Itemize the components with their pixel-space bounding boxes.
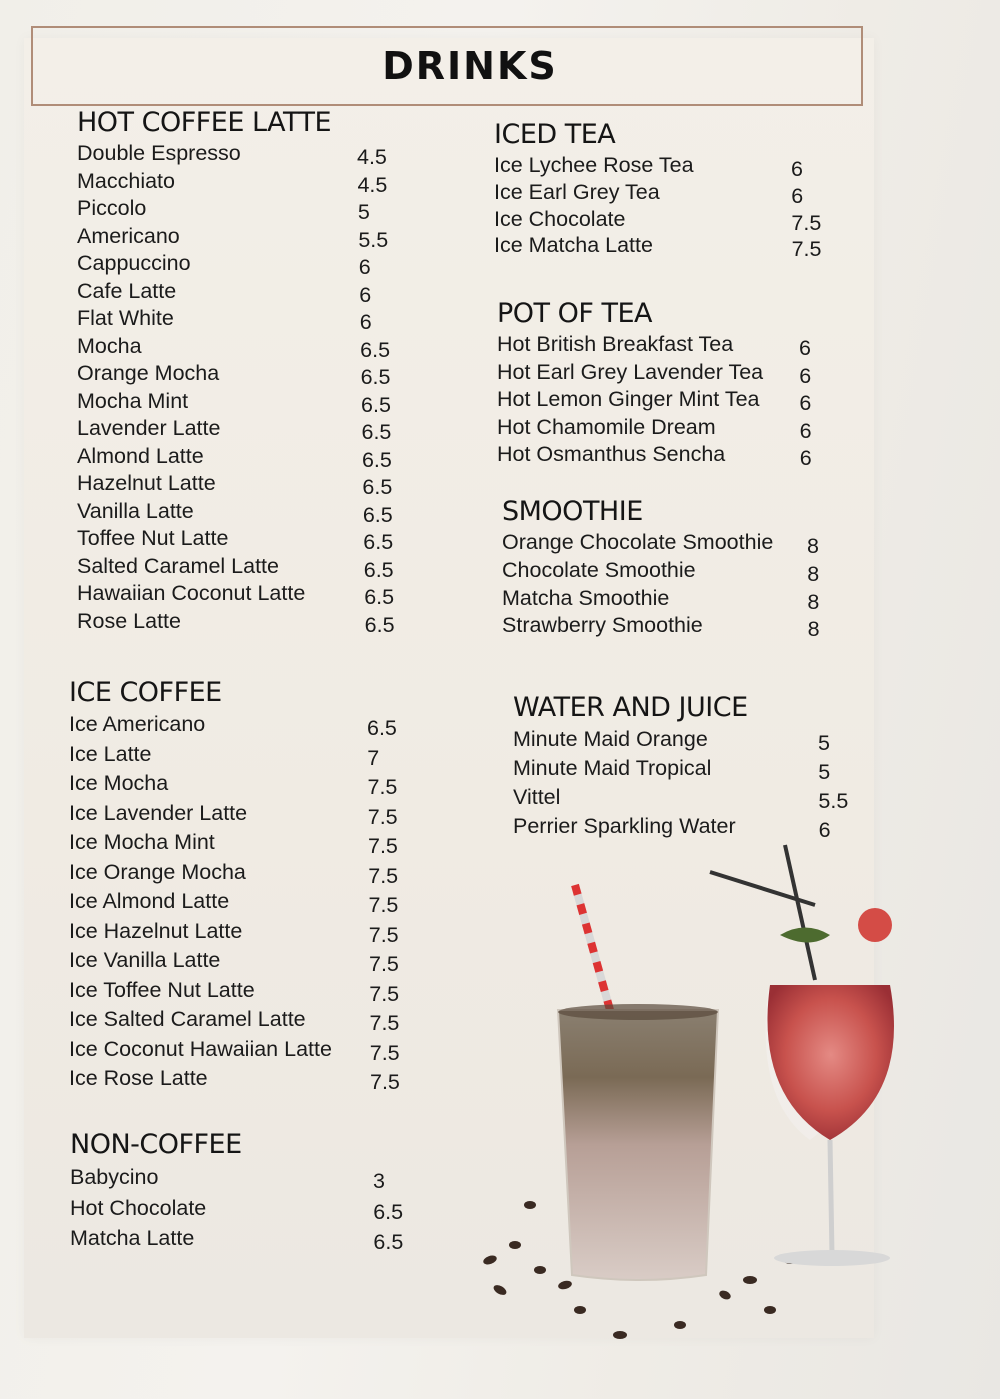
item-name: Hot Osmanthus Sencha (497, 442, 726, 466)
item-price: 8 (807, 617, 820, 642)
item-name: Ice Coconut Hawaiian Latte (69, 1036, 332, 1061)
item-name: Vanilla Latte (77, 498, 194, 523)
item-name: Ice Latte (69, 741, 152, 766)
red-smoothie-glass-icon (710, 845, 894, 1266)
item-price: 6 (799, 446, 812, 470)
item-price: 7 (367, 745, 380, 770)
section-pot-of-tea (497, 297, 827, 469)
section-heading: WATER AND JUICE (513, 692, 748, 723)
item-name: Minute Maid Orange (513, 727, 708, 751)
menu-item (77, 470, 417, 498)
item-name: Piccolo (77, 196, 147, 220)
menu-item (69, 858, 419, 888)
item-name: Strawberry Smoothie (502, 613, 703, 638)
item-price: 7.5 (370, 1070, 400, 1094)
menu-item (69, 887, 419, 917)
item-price: 6 (359, 282, 372, 307)
item-name: Ice Mocha (69, 771, 169, 795)
item-name: Matcha Smoothie (502, 585, 670, 610)
item-name: Hawaiian Coconut Latte (77, 581, 306, 605)
section-heading: NON-COFFEE (70, 1129, 242, 1160)
item-name: Matcha Latte (70, 1226, 195, 1250)
menu-item (69, 740, 419, 770)
item-name: Ice Orange Mocha (69, 859, 246, 884)
menu-item (70, 1162, 420, 1193)
menu-item (77, 333, 417, 361)
section-smoothie (502, 495, 832, 640)
item-price: 7.5 (369, 1040, 400, 1065)
item-name: Perrier Sparkling Water (513, 814, 736, 838)
item-price: 6 (799, 363, 812, 388)
menu-item (513, 783, 858, 812)
item-price: 6.5 (364, 585, 395, 609)
menu-item (77, 140, 417, 168)
menu-item (69, 769, 419, 799)
item-name: Americano (77, 223, 180, 248)
menu-item (77, 608, 417, 636)
item-name: Hazelnut Latte (77, 471, 216, 495)
menu-item (69, 1005, 419, 1035)
item-name: Cafe Latte (77, 278, 177, 303)
menu-item (77, 553, 417, 581)
item-name: Ice Vanilla Latte (69, 948, 221, 972)
item-price: 7.5 (367, 775, 398, 799)
menu-item (69, 1064, 419, 1094)
item-price: 7.5 (367, 804, 398, 829)
item-price: 7.5 (368, 834, 398, 858)
item-price: 7.5 (368, 922, 399, 947)
item-name: Hot Chocolate (70, 1195, 207, 1220)
item-price: 6.5 (361, 447, 392, 472)
item-price: 6.5 (363, 557, 394, 582)
item-price: 5 (818, 731, 830, 755)
item-price: 6 (359, 310, 372, 334)
item-name: Macchiato (77, 168, 175, 193)
menu-item (77, 580, 417, 608)
item-price: 6.5 (373, 1199, 404, 1224)
item-name: Orange Chocolate Smoothie (502, 530, 774, 554)
item-price: 8 (807, 534, 819, 558)
section-ice-coffee (69, 676, 419, 1094)
menu-item (77, 278, 417, 306)
menu-item (69, 946, 419, 976)
item-name: Babycino (70, 1165, 159, 1189)
menu-item (69, 1035, 419, 1065)
menu-item (70, 1193, 420, 1224)
menu-item (69, 976, 419, 1006)
item-name: Hot British Breakfast Tea (497, 332, 734, 356)
menu-item (77, 443, 417, 471)
item-price: 6.5 (360, 337, 391, 362)
menu-item (494, 206, 824, 233)
menu-item (77, 388, 417, 416)
item-name: Ice Lavender Latte (69, 800, 248, 825)
item-name: Salted Caramel Latte (77, 553, 279, 578)
item-name: Ice Lychee Rose Tea (494, 153, 694, 177)
item-price: 6 (358, 255, 371, 279)
item-name: Ice Chocolate (494, 206, 626, 231)
menu-item (502, 585, 832, 613)
item-price: 8 (807, 561, 820, 586)
item-name: Mocha Mint (77, 388, 189, 413)
item-name: Toffee Nut Latte (77, 526, 229, 550)
item-name: Lavender Latte (77, 416, 221, 440)
drinks-illustration (470, 840, 940, 1360)
item-name: Ice Salted Caramel Latte (69, 1007, 306, 1031)
menu-item (513, 725, 858, 754)
menu-item (502, 529, 832, 557)
menu-item (502, 557, 832, 585)
item-name: Ice Hazelnut Latte (69, 918, 243, 943)
menu-item (77, 305, 417, 333)
item-name: Ice Almond Latte (69, 889, 230, 913)
menu-item (513, 754, 858, 783)
item-price: 6.5 (360, 365, 391, 389)
iced-coffee-glass-icon (558, 885, 718, 1280)
item-name: Flat White (77, 306, 174, 330)
item-price: 7.5 (369, 952, 399, 976)
item-price: 6.5 (361, 392, 391, 417)
item-price: 6.5 (361, 420, 392, 444)
menu-item (77, 195, 417, 223)
menu-item (77, 525, 417, 553)
menu-item (70, 1223, 420, 1254)
menu-item (69, 710, 419, 740)
menu-item (513, 812, 858, 841)
item-name: Orange Mocha (77, 361, 220, 385)
item-name: Mocha (77, 333, 142, 358)
item-price: 7.5 (368, 863, 399, 888)
item-name: Double Espresso (77, 141, 241, 165)
item-name: Hot Earl Grey Lavender Tea (497, 359, 764, 384)
menu-item (497, 441, 827, 469)
item-price: 4.5 (357, 172, 388, 197)
menu-item (77, 168, 417, 196)
item-name: Hot Lemon Ginger Mint Tea (497, 387, 760, 411)
item-price: 6.5 (364, 612, 395, 637)
item-name: Ice Matcha Latte (494, 233, 653, 258)
menu-item (494, 152, 824, 179)
item-price: 5 (818, 760, 831, 784)
page-title: DRINKS (382, 44, 558, 88)
item-price: 7.5 (369, 981, 400, 1006)
item-name: Ice Americano (69, 712, 206, 736)
item-name: Almond Latte (77, 443, 204, 468)
menu-item (497, 386, 827, 414)
item-price: 5 (357, 200, 370, 224)
item-price: 6 (791, 157, 803, 181)
section-heading: ICE COFFEE (69, 677, 222, 708)
section-iced-tea (494, 118, 824, 262)
menu-item (69, 917, 419, 947)
section-heading: HOT COFFEE LATTE (77, 107, 332, 138)
item-name: Ice Toffee Nut Latte (69, 977, 255, 1002)
item-price: 6.5 (363, 530, 394, 554)
item-price: 6.5 (373, 1230, 404, 1254)
item-price: 8 (807, 589, 820, 614)
section-heading: POT OF TEA (497, 298, 652, 329)
menu-item (494, 232, 824, 262)
menu-item (77, 250, 417, 278)
item-name: Chocolate Smoothie (502, 557, 696, 582)
item-price: 6 (791, 183, 804, 208)
item-price: 5.5 (818, 789, 849, 813)
item-name: Ice Mocha Mint (69, 830, 215, 854)
item-price: 7.5 (368, 893, 399, 917)
menu-item (494, 179, 824, 206)
menu-item (497, 414, 827, 442)
item-name: Hot Chamomile Dream (497, 414, 716, 439)
item-name: Cappuccino (77, 251, 191, 275)
section-hot-coffee (77, 106, 417, 635)
item-name: Rose Latte (77, 608, 181, 633)
menu-item (69, 828, 419, 858)
item-price: 7.5 (791, 210, 822, 235)
section-heading: SMOOTHIE (502, 496, 643, 527)
item-price: 7.5 (791, 237, 822, 262)
menu-item (497, 331, 827, 359)
section-non-coffee (70, 1128, 420, 1254)
item-name: Vittel (513, 785, 561, 809)
item-price: 6.5 (362, 502, 393, 527)
item-name: Ice Rose Latte (69, 1066, 208, 1090)
item-price: 6.5 (362, 475, 393, 499)
menu-item (69, 799, 419, 829)
item-price: 6 (799, 391, 812, 415)
item-price: 5.5 (358, 227, 389, 252)
item-price: 6 (799, 336, 811, 360)
section-heading: ICED TEA (494, 119, 616, 150)
menu-item (77, 360, 417, 388)
section-water-juice (513, 691, 858, 841)
item-name: Ice Earl Grey Tea (494, 179, 660, 204)
item-price: 4.5 (357, 145, 387, 169)
menu-item (77, 498, 417, 526)
item-name: Minute Maid Tropical (513, 756, 712, 780)
menu-item (497, 359, 827, 387)
menu-item (77, 415, 417, 443)
item-price: 6 (818, 818, 831, 842)
item-price: 6.5 (367, 716, 397, 740)
item-price: 3 (373, 1169, 385, 1193)
menu-item (77, 223, 417, 251)
menu-item (502, 612, 832, 640)
item-price: 6 (799, 418, 812, 443)
item-price: 7.5 (369, 1011, 400, 1035)
